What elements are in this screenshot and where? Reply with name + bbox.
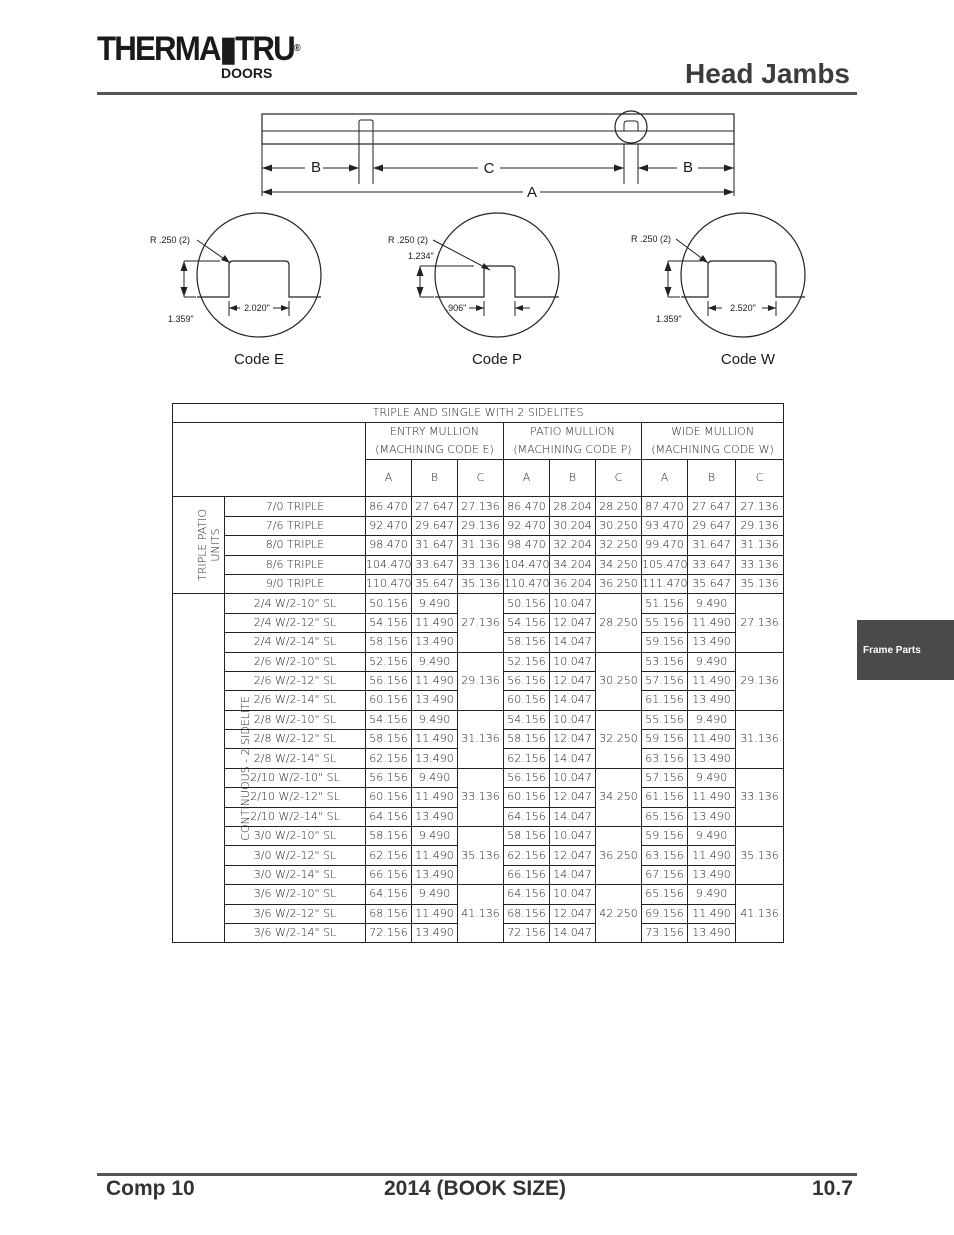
- value-cell: 12.047: [550, 671, 596, 690]
- col-b: B: [412, 460, 458, 497]
- value-cell: 9.490: [688, 594, 736, 613]
- merged-c-cell: 33.136: [458, 768, 504, 826]
- logo-wordmark: THERMA▮TRU®: [97, 30, 301, 68]
- value-cell: 64.156: [504, 807, 550, 826]
- value-cell: 93.470: [642, 516, 688, 535]
- value-cell: 9.490: [412, 768, 458, 787]
- value-cell: 72.156: [504, 923, 550, 942]
- header-rule: [97, 92, 857, 95]
- table-row: [173, 497, 784, 516]
- value-cell: 58.156: [504, 730, 550, 749]
- svg-text:Code P: Code P: [471, 351, 523, 368]
- unit-size-cell: 2/4 W/2-10" SL: [225, 594, 366, 613]
- value-cell: 110.470: [366, 574, 412, 593]
- value-cell: 62.156: [504, 749, 550, 768]
- value-cell: 62.156: [366, 749, 412, 768]
- col-c: C: [596, 460, 642, 497]
- value-cell: 29.136: [458, 516, 504, 535]
- value-cell: 13.490: [688, 923, 736, 942]
- unit-size-cell: 2/10 W/2-12" SL: [225, 788, 366, 807]
- value-cell: 11.490: [412, 846, 458, 865]
- value-cell: 13.490: [412, 807, 458, 826]
- merged-c-cell: 41.136: [736, 885, 784, 943]
- unit-size-cell: 3/0 W/2-14" SL: [225, 865, 366, 884]
- svg-text:R .250 (2): R .250 (2): [388, 235, 429, 245]
- value-cell: 92.470: [504, 516, 550, 535]
- value-cell: 62.156: [504, 846, 550, 865]
- value-cell: 65.156: [642, 807, 688, 826]
- value-cell: 12.047: [550, 730, 596, 749]
- therma-tru-logo: [97, 30, 301, 84]
- unit-size-cell: 7/0 TRIPLE: [225, 497, 366, 516]
- value-cell: 63.156: [642, 846, 688, 865]
- merged-c-cell: 31.136: [458, 710, 504, 768]
- value-cell: 56.156: [504, 671, 550, 690]
- value-cell: 65.156: [642, 885, 688, 904]
- value-cell: 10.047: [550, 768, 596, 787]
- unit-size-cell: 2/10 W/2-14" SL: [225, 807, 366, 826]
- value-cell: 13.490: [412, 865, 458, 884]
- head-jamb-diagram: [140, 108, 820, 378]
- value-cell: 98.470: [504, 536, 550, 555]
- value-cell: 11.490: [688, 904, 736, 923]
- value-cell: 12.047: [550, 613, 596, 632]
- value-cell: 12.047: [550, 846, 596, 865]
- value-cell: 110.470: [504, 574, 550, 593]
- value-cell: 98.470: [366, 536, 412, 555]
- value-cell: 11.490: [688, 846, 736, 865]
- table-row: [173, 885, 784, 904]
- value-cell: 11.490: [412, 788, 458, 807]
- value-cell: 104.470: [504, 555, 550, 574]
- value-cell: 56.156: [504, 768, 550, 787]
- svg-text:1.359": 1.359": [168, 314, 194, 324]
- merged-c-cell: 41.136: [458, 885, 504, 943]
- value-cell: 11.490: [412, 671, 458, 690]
- value-cell: 60.156: [366, 788, 412, 807]
- merged-c-cell: 36.250: [596, 827, 642, 885]
- value-cell: 59.156: [642, 730, 688, 749]
- value-cell: 35.647: [412, 574, 458, 593]
- col-a: A: [642, 460, 688, 497]
- value-cell: 33.136: [736, 555, 784, 574]
- table-row: [173, 555, 784, 574]
- value-cell: 13.490: [412, 923, 458, 942]
- col-c: C: [458, 460, 504, 497]
- value-cell: 33.136: [458, 555, 504, 574]
- col-a: A: [504, 460, 550, 497]
- patio-mullion-header: PATIO MULLION (MACHINING CODE P): [504, 423, 642, 460]
- value-cell: 66.156: [504, 865, 550, 884]
- value-cell: 14.047: [550, 865, 596, 884]
- value-cell: 31.136: [736, 536, 784, 555]
- value-cell: 9.490: [412, 827, 458, 846]
- unit-size-cell: 3/6 W/2-14" SL: [225, 923, 366, 942]
- value-cell: 72.156: [366, 923, 412, 942]
- value-cell: 12.047: [550, 904, 596, 923]
- value-cell: 86.470: [366, 497, 412, 516]
- svg-text:R .250 (2): R .250 (2): [150, 235, 191, 245]
- merged-c-cell: 29.136: [458, 652, 504, 710]
- value-cell: 30.250: [596, 516, 642, 535]
- value-cell: 34.204: [550, 555, 596, 574]
- svg-text:1.234": 1.234": [408, 251, 434, 261]
- unit-size-cell: 9/0 TRIPLE: [225, 574, 366, 593]
- col-b: B: [550, 460, 596, 497]
- value-cell: 9.490: [412, 885, 458, 904]
- wide-mullion-header: WIDE MULLION (MACHINING CODE W): [642, 423, 784, 460]
- value-cell: 104.470: [366, 555, 412, 574]
- table-row: [173, 536, 784, 555]
- jamb-profile: [262, 114, 734, 144]
- section-label-triple-patio: TRIPLE PATIO UNITS: [173, 497, 225, 594]
- blank-corner: [173, 423, 366, 497]
- value-cell: 73.156: [642, 923, 688, 942]
- svg-text:Code W: Code W: [720, 351, 776, 368]
- value-cell: 50.156: [504, 594, 550, 613]
- unit-size-cell: 2/4 W/2-14" SL: [225, 633, 366, 652]
- table-row: [173, 710, 784, 729]
- table-body: [173, 497, 784, 943]
- value-cell: 14.047: [550, 691, 596, 710]
- svg-text:.906": .906": [445, 303, 467, 313]
- value-cell: 64.156: [504, 885, 550, 904]
- svg-text:Code E: Code E: [233, 351, 285, 368]
- value-cell: 60.156: [504, 788, 550, 807]
- value-cell: 57.156: [642, 671, 688, 690]
- value-cell: 58.156: [366, 827, 412, 846]
- merged-c-cell: 27.136: [458, 594, 504, 652]
- value-cell: 11.490: [412, 904, 458, 923]
- value-cell: 13.490: [412, 749, 458, 768]
- value-cell: 9.490: [688, 652, 736, 671]
- value-cell: 32.204: [550, 536, 596, 555]
- value-cell: 28.204: [550, 497, 596, 516]
- value-cell: 13.490: [688, 691, 736, 710]
- unit-size-cell: 3/0 W/2-12" SL: [225, 846, 366, 865]
- value-cell: 10.047: [550, 710, 596, 729]
- unit-size-cell: 8/0 TRIPLE: [225, 536, 366, 555]
- value-cell: 87.470: [642, 497, 688, 516]
- value-cell: 10.047: [550, 594, 596, 613]
- value-cell: 56.156: [366, 671, 412, 690]
- value-cell: 61.156: [642, 788, 688, 807]
- footer-left: Comp 10: [106, 1177, 195, 1200]
- value-cell: 12.047: [550, 788, 596, 807]
- value-cell: 60.156: [366, 691, 412, 710]
- value-cell: 10.047: [550, 652, 596, 671]
- value-cell: 31.647: [688, 536, 736, 555]
- footer-page-number: 10.7: [812, 1177, 853, 1200]
- value-cell: 111.470: [642, 574, 688, 593]
- value-cell: 10.047: [550, 827, 596, 846]
- value-cell: 34.250: [596, 555, 642, 574]
- value-cell: 14.047: [550, 749, 596, 768]
- value-cell: 66.156: [366, 865, 412, 884]
- col-b: B: [688, 460, 736, 497]
- unit-size-cell: 2/10 W/2-10" SL: [225, 768, 366, 787]
- unit-size-cell: 2/8 W/2-12" SL: [225, 730, 366, 749]
- value-cell: 60.156: [504, 691, 550, 710]
- value-cell: 27.136: [458, 497, 504, 516]
- dim-b-left-label: B: [310, 159, 322, 176]
- value-cell: 58.156: [504, 633, 550, 652]
- table-title: TRIPLE AND SINGLE WITH 2 SIDELITES: [173, 404, 784, 423]
- table-row: [173, 594, 784, 613]
- value-cell: 35.136: [736, 574, 784, 593]
- table-row: [173, 827, 784, 846]
- value-cell: 58.156: [366, 633, 412, 652]
- value-cell: 67.156: [642, 865, 688, 884]
- value-cell: 61.156: [642, 691, 688, 710]
- entry-mullion-header: ENTRY MULLION (MACHINING CODE E): [366, 423, 504, 460]
- value-cell: 54.156: [366, 613, 412, 632]
- unit-size-cell: 3/6 W/2-12" SL: [225, 904, 366, 923]
- dim-a-label: A: [526, 184, 538, 201]
- value-cell: 52.156: [504, 652, 550, 671]
- detail-code-p: [388, 213, 559, 368]
- footer-rule: [97, 1173, 857, 1176]
- detail-code-e: [150, 213, 321, 368]
- value-cell: 13.490: [688, 865, 736, 884]
- value-cell: 9.490: [412, 652, 458, 671]
- value-cell: 68.156: [366, 904, 412, 923]
- value-cell: 62.156: [366, 846, 412, 865]
- value-cell: 13.490: [412, 633, 458, 652]
- unit-size-cell: 2/6 W/2-10" SL: [225, 652, 366, 671]
- value-cell: 55.156: [642, 613, 688, 632]
- value-cell: 35.136: [458, 574, 504, 593]
- value-cell: 9.490: [412, 710, 458, 729]
- table-row: [173, 652, 784, 671]
- merged-c-cell: 30.250: [596, 652, 642, 710]
- value-cell: 11.490: [412, 613, 458, 632]
- svg-text:2.520": 2.520": [730, 303, 756, 313]
- value-cell: 29.647: [412, 516, 458, 535]
- value-cell: 13.490: [688, 749, 736, 768]
- value-cell: 59.156: [642, 827, 688, 846]
- value-cell: 9.490: [688, 710, 736, 729]
- col-c: C: [736, 460, 784, 497]
- detail-code-w: [631, 213, 805, 368]
- dim-b-right-label: B: [682, 159, 694, 176]
- value-cell: 9.490: [688, 768, 736, 787]
- value-cell: 11.490: [412, 730, 458, 749]
- value-cell: 51.156: [642, 594, 688, 613]
- value-cell: 13.490: [688, 633, 736, 652]
- svg-text:2.020": 2.020": [244, 303, 270, 313]
- value-cell: 11.490: [688, 788, 736, 807]
- value-cell: 31.647: [412, 536, 458, 555]
- unit-size-cell: 2/6 W/2-14" SL: [225, 691, 366, 710]
- page-title: Head Jambs: [685, 58, 850, 89]
- value-cell: 36.250: [596, 574, 642, 593]
- logo-subtitle: DOORS: [221, 65, 273, 81]
- section-label-continuous-sidelite: CONTINUOUS - 2 SIDELITE: [173, 594, 225, 943]
- value-cell: 13.490: [412, 691, 458, 710]
- merged-c-cell: 28.250: [596, 594, 642, 652]
- unit-size-cell: 2/8 W/2-14" SL: [225, 749, 366, 768]
- merged-c-cell: 29.136: [736, 652, 784, 710]
- value-cell: 31.136: [458, 536, 504, 555]
- value-cell: 27.647: [412, 497, 458, 516]
- value-cell: 27.136: [736, 497, 784, 516]
- value-cell: 29.647: [688, 516, 736, 535]
- merged-c-cell: 33.136: [736, 768, 784, 826]
- value-cell: 99.470: [642, 536, 688, 555]
- table-row: [173, 768, 784, 787]
- value-cell: 29.136: [736, 516, 784, 535]
- frame-parts-tab[interactable]: Frame Parts: [857, 620, 954, 680]
- value-cell: 54.156: [366, 710, 412, 729]
- value-cell: 27.647: [688, 497, 736, 516]
- table-row: [173, 516, 784, 535]
- value-cell: 36.204: [550, 574, 596, 593]
- value-cell: 14.047: [550, 807, 596, 826]
- value-cell: 52.156: [366, 652, 412, 671]
- unit-size-cell: 7/6 TRIPLE: [225, 516, 366, 535]
- unit-size-cell: 3/0 W/2-10" SL: [225, 827, 366, 846]
- value-cell: 50.156: [366, 594, 412, 613]
- merged-c-cell: 34.250: [596, 768, 642, 826]
- value-cell: 63.156: [642, 749, 688, 768]
- value-cell: 28.250: [596, 497, 642, 516]
- value-cell: 9.490: [688, 827, 736, 846]
- svg-text:1.359": 1.359": [656, 314, 682, 324]
- value-cell: 13.490: [688, 807, 736, 826]
- unit-size-cell: 3/6 W/2-10" SL: [225, 885, 366, 904]
- value-cell: 35.647: [688, 574, 736, 593]
- unit-size-cell: 8/6 TRIPLE: [225, 555, 366, 574]
- value-cell: 58.156: [366, 730, 412, 749]
- merged-c-cell: 42.250: [596, 885, 642, 943]
- value-cell: 105.470: [642, 555, 688, 574]
- value-cell: 54.156: [504, 613, 550, 632]
- detail-callout-circle: [615, 111, 647, 143]
- dim-c-label: C: [483, 160, 495, 177]
- head-jamb-table: [172, 403, 784, 943]
- footer-center: 2014 (BOOK SIZE): [384, 1177, 567, 1200]
- table-row: [173, 574, 784, 593]
- value-cell: 10.047: [550, 885, 596, 904]
- value-cell: 14.047: [550, 923, 596, 942]
- value-cell: 59.156: [642, 633, 688, 652]
- merged-c-cell: 32.250: [596, 710, 642, 768]
- value-cell: 9.490: [688, 885, 736, 904]
- merged-c-cell: 35.136: [736, 827, 784, 885]
- value-cell: 54.156: [504, 710, 550, 729]
- svg-text:R .250 (2): R .250 (2): [631, 234, 672, 244]
- value-cell: 56.156: [366, 768, 412, 787]
- merged-c-cell: 35.136: [458, 827, 504, 885]
- unit-size-cell: 2/8 W/2-10" SL: [225, 710, 366, 729]
- value-cell: 33.647: [412, 555, 458, 574]
- value-cell: 30.204: [550, 516, 596, 535]
- value-cell: 64.156: [366, 807, 412, 826]
- value-cell: 11.490: [688, 613, 736, 632]
- merged-c-cell: 31.136: [736, 710, 784, 768]
- value-cell: 33.647: [688, 555, 736, 574]
- value-cell: 14.047: [550, 633, 596, 652]
- merged-c-cell: 27.136: [736, 594, 784, 652]
- value-cell: 86.470: [504, 497, 550, 516]
- value-cell: 64.156: [366, 885, 412, 904]
- value-cell: 11.490: [688, 671, 736, 690]
- value-cell: 57.156: [642, 768, 688, 787]
- value-cell: 55.156: [642, 710, 688, 729]
- unit-size-cell: 2/4 W/2-12" SL: [225, 613, 366, 632]
- value-cell: 32.250: [596, 536, 642, 555]
- value-cell: 68.156: [504, 904, 550, 923]
- col-a: A: [366, 460, 412, 497]
- value-cell: 53.156: [642, 652, 688, 671]
- value-cell: 9.490: [412, 594, 458, 613]
- value-cell: 92.470: [366, 516, 412, 535]
- value-cell: 58.156: [504, 827, 550, 846]
- value-cell: 11.490: [688, 730, 736, 749]
- value-cell: 69.156: [642, 904, 688, 923]
- unit-size-cell: 2/6 W/2-12" SL: [225, 671, 366, 690]
